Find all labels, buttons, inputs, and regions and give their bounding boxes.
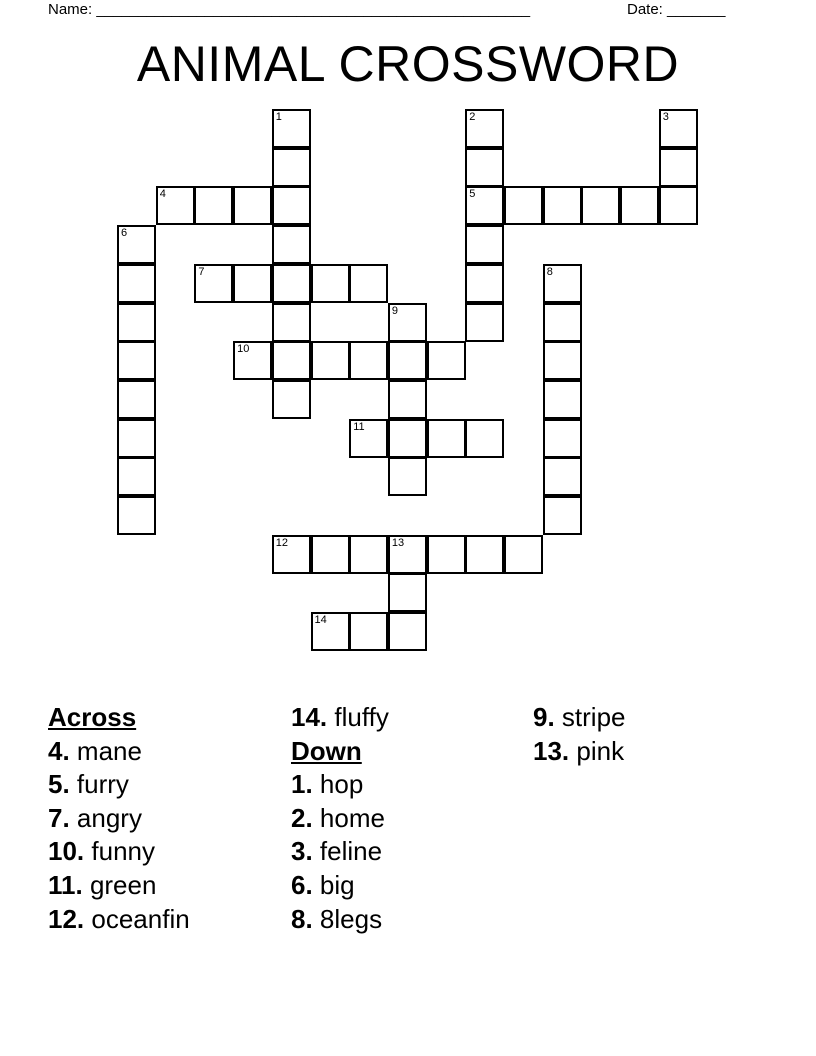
clue-item-text: oceanfin xyxy=(84,903,190,934)
grid-cell[interactable] xyxy=(272,225,311,264)
date-field: Date: _______ xyxy=(627,1,726,18)
grid-cell[interactable] xyxy=(117,419,156,458)
grid-cell[interactable] xyxy=(427,341,466,380)
clue-item-number: 10. xyxy=(48,836,85,867)
clue-item-text: feline xyxy=(312,836,383,867)
grid-cell[interactable] xyxy=(117,457,156,496)
grid-cell[interactable] xyxy=(427,419,466,458)
grid-cell[interactable] xyxy=(272,109,311,148)
clues-column-3 xyxy=(533,701,773,768)
grid-cell[interactable] xyxy=(543,419,582,458)
grid-cell[interactable] xyxy=(117,341,156,380)
clue-number: 9 xyxy=(391,304,399,317)
grid-cell[interactable] xyxy=(427,535,466,574)
grid-cell[interactable] xyxy=(194,186,233,225)
grid-cell[interactable] xyxy=(543,186,582,225)
grid-cell[interactable] xyxy=(117,264,156,303)
grid-cell[interactable] xyxy=(272,264,311,303)
down-heading: Down xyxy=(291,735,362,766)
clue-number: 6 xyxy=(121,227,128,240)
clue-item-text: 8legs xyxy=(312,903,383,934)
clue-item xyxy=(48,768,288,802)
grid-cell[interactable] xyxy=(465,303,504,342)
clue-item xyxy=(291,903,531,937)
grid-cell[interactable] xyxy=(543,496,582,535)
clue-item-text: pink xyxy=(569,735,625,766)
clue-item-text: hop xyxy=(312,769,364,800)
grid-cell[interactable] xyxy=(659,109,698,148)
grid-cell[interactable] xyxy=(311,535,350,574)
clue-number: 1 xyxy=(275,111,282,123)
clue-item-text: furry xyxy=(69,769,129,800)
clue-item xyxy=(533,701,773,735)
clue-item-number: 8. xyxy=(291,903,313,934)
grid-cell[interactable] xyxy=(388,535,427,574)
grid-cell[interactable] xyxy=(388,457,427,496)
grid-cell[interactable] xyxy=(465,186,504,225)
clue-number: 5 xyxy=(469,188,476,201)
grid-cell[interactable] xyxy=(543,457,582,496)
grid-cell[interactable] xyxy=(272,341,311,380)
clue-item xyxy=(291,835,531,869)
grid-cell[interactable] xyxy=(388,612,427,651)
grid-cell[interactable] xyxy=(504,186,543,225)
grid-cell[interactable] xyxy=(311,264,350,303)
grid-cell[interactable] xyxy=(311,612,350,651)
clue-item-text: green xyxy=(82,869,157,900)
clue-number: 7 xyxy=(198,265,205,278)
grid-cell[interactable] xyxy=(465,109,504,148)
clue-item-number: 14. xyxy=(291,702,328,732)
clue-item-number: 9. xyxy=(533,702,555,732)
grid-cell[interactable] xyxy=(117,303,156,342)
clue-item xyxy=(48,835,288,869)
grid-cell[interactable] xyxy=(388,573,427,612)
grid-cell[interactable] xyxy=(465,264,504,303)
grid-cell[interactable] xyxy=(349,535,388,574)
grid-cell[interactable] xyxy=(349,612,388,651)
clue-number: 12 xyxy=(275,536,289,549)
grid-cell[interactable] xyxy=(388,380,427,419)
grid-cell[interactable] xyxy=(233,264,272,303)
grid-cell[interactable] xyxy=(349,264,388,303)
clue-item-text: funny xyxy=(84,836,155,867)
clue-number: 3 xyxy=(662,111,669,123)
grid-cell[interactable] xyxy=(659,186,698,225)
clues-column-1 xyxy=(48,701,288,936)
grid-cell[interactable] xyxy=(349,419,388,458)
grid-cell[interactable] xyxy=(272,186,311,225)
grid-cell[interactable] xyxy=(620,186,659,225)
page-title: ANIMAL CROSSWORD xyxy=(136,36,680,92)
clue-item-number: 2. xyxy=(291,802,313,833)
grid-cell[interactable] xyxy=(272,303,311,342)
grid-cell[interactable] xyxy=(233,341,272,380)
clue-item-text: angry xyxy=(69,802,142,833)
grid-cell[interactable] xyxy=(543,380,582,419)
clue-item-number: 6. xyxy=(291,869,313,900)
clue-item xyxy=(533,735,773,769)
clue-number: 14 xyxy=(314,614,327,627)
clue-item-number: 11. xyxy=(48,869,83,900)
grid-cell[interactable] xyxy=(117,225,156,264)
clue-number: 8 xyxy=(546,265,553,278)
grid-cell[interactable] xyxy=(117,496,156,535)
clue-item xyxy=(48,735,288,769)
grid-cell[interactable] xyxy=(581,186,620,225)
grid-cell[interactable] xyxy=(465,535,504,574)
grid-cell[interactable] xyxy=(194,264,233,303)
grid-cell[interactable] xyxy=(117,380,156,419)
clue-item-text: mane xyxy=(69,735,142,766)
grid-cell[interactable] xyxy=(388,303,427,342)
clue-item xyxy=(291,701,531,735)
across-heading: Across xyxy=(48,702,137,732)
clue-item xyxy=(291,869,531,903)
clue-item-text: stripe xyxy=(554,702,626,732)
clue-number: 10 xyxy=(237,343,250,356)
clue-number: 11 xyxy=(353,420,365,433)
grid-cell[interactable] xyxy=(233,186,272,225)
grid-cell[interactable] xyxy=(543,303,582,342)
clue-item-number: 5. xyxy=(48,769,70,800)
grid-cell[interactable] xyxy=(465,419,504,458)
clue-item-text: fluffy xyxy=(327,702,389,732)
grid-cell[interactable] xyxy=(272,148,311,187)
grid-cell[interactable] xyxy=(272,380,311,419)
grid-cell[interactable] xyxy=(543,264,582,303)
clues-column-2 xyxy=(291,701,531,936)
clue-number: 13 xyxy=(391,536,405,549)
clue-item-text: home xyxy=(312,802,385,833)
clue-item-number: 1. xyxy=(291,769,313,800)
grid-cell[interactable] xyxy=(465,225,504,264)
grid-cell[interactable] xyxy=(543,341,582,380)
clue-item-number: 12. xyxy=(48,903,85,934)
name-field: Name: ____________________________________________________ xyxy=(48,1,531,18)
clue-item xyxy=(48,903,288,937)
clue-item xyxy=(291,768,531,802)
grid-cell[interactable] xyxy=(659,148,698,187)
grid-cell[interactable] xyxy=(388,341,427,380)
clue-number: 4 xyxy=(159,188,166,201)
grid-cell[interactable] xyxy=(504,535,543,574)
clue-item xyxy=(291,802,531,836)
grid-cell[interactable] xyxy=(465,148,504,187)
grid-cell[interactable] xyxy=(311,341,350,380)
grid-cell[interactable] xyxy=(349,341,388,380)
grid-cell[interactable] xyxy=(156,186,195,225)
clue-item-number: 3. xyxy=(291,836,313,867)
clue-number: 2 xyxy=(469,111,476,123)
grid-cell[interactable] xyxy=(272,535,311,574)
clue-item-text: big xyxy=(312,869,355,900)
clue-item xyxy=(48,869,288,903)
clue-item xyxy=(48,802,288,836)
clue-item-number: 4. xyxy=(48,735,70,766)
clue-item-number: 13. xyxy=(533,735,570,766)
clue-item-number: 7. xyxy=(48,802,70,833)
grid-cell[interactable] xyxy=(388,419,427,458)
